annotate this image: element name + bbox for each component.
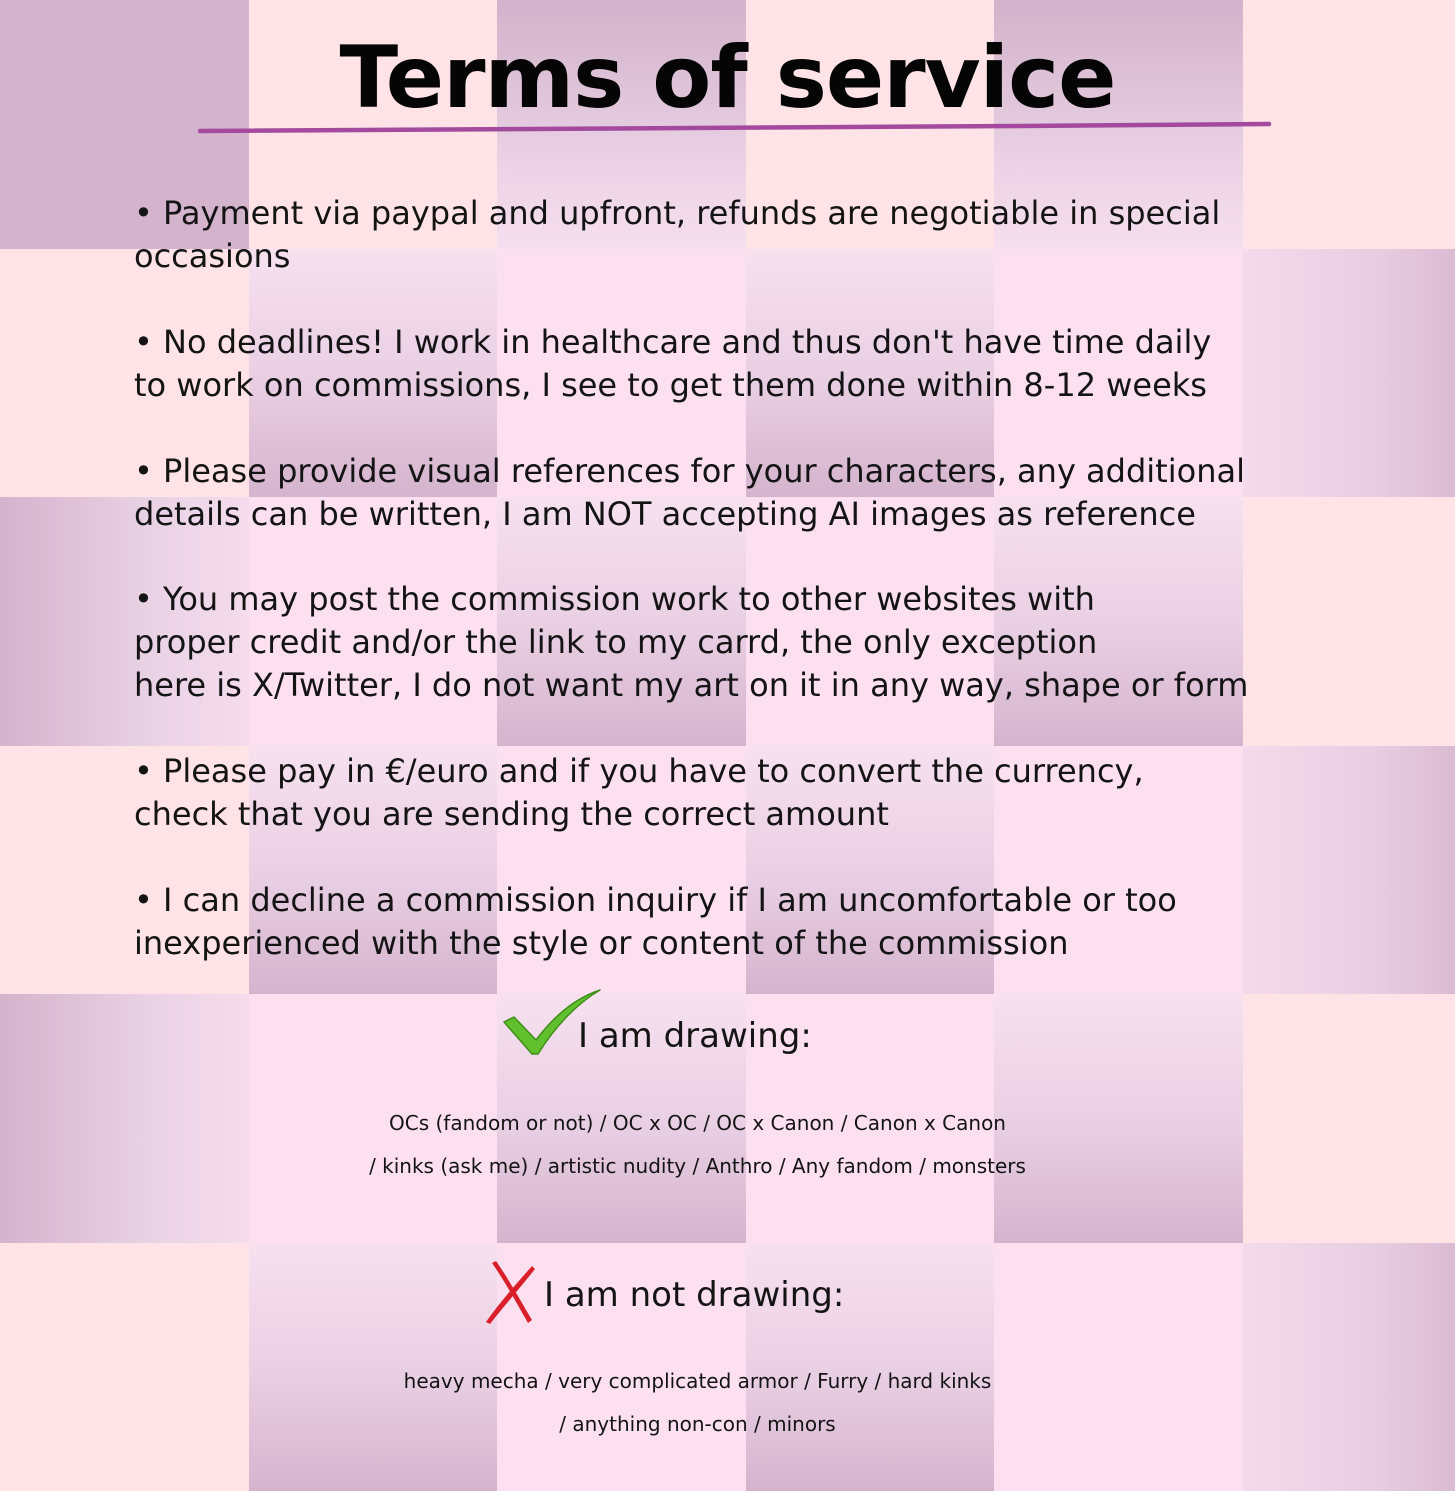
rule-line: • You may post the commission work to other websites with: [134, 578, 1394, 621]
drawing-list: [0, 1102, 1395, 1188]
rule-line: • Payment via paypal and upfront, refunds are negotiable in special: [134, 192, 1394, 235]
rule-line: inexperienced with the style or content of the commission: [134, 922, 1394, 965]
not-drawing-list-line: / anything non-con / minors: [0, 1403, 1395, 1446]
rule-line: • Please pay in €/euro and if you have to convert the currency,: [134, 750, 1394, 793]
not-drawing-list: [0, 1360, 1395, 1446]
drawing-list-line: / kinks (ask me) / artistic nudity / Anthro / Any fandom / monsters: [0, 1145, 1395, 1188]
rule-line: • No deadlines! I work in healthcare and thus don't have time daily: [134, 321, 1394, 364]
rule-line: here is X/Twitter, I do not want my art on it in any way, shape or form: [134, 664, 1394, 707]
rule-line: details can be written, I am NOT accepting AI images as reference: [134, 493, 1394, 536]
page-title: Terms of service: [0, 28, 1455, 128]
rule-line: to work on commissions, I see to get them done within 8-12 weeks: [134, 364, 1394, 407]
rule-references: [134, 450, 1394, 536]
drawing-heading: I am drawing:: [578, 1016, 812, 1056]
rule-line: check that you are sending the correct amount: [134, 793, 1394, 836]
rule-payment: [134, 192, 1394, 278]
rule-posting: [134, 578, 1394, 707]
rule-line: • I can decline a commission inquiry if I am uncomfortable or too: [134, 879, 1394, 922]
rule-line: occasions: [134, 235, 1394, 278]
rule-deadlines: [134, 321, 1394, 407]
title-underline: [198, 120, 1273, 136]
rule-line: proper credit and/or the link to my carrd, the only exception: [134, 621, 1394, 664]
underline-stroke: [200, 124, 1269, 131]
rule-decline: [134, 879, 1394, 965]
not-drawing-heading: I am not drawing:: [544, 1275, 844, 1315]
drawing-list-line: OCs (fandom or not) / OC x OC / OC x Canon / Canon x Canon: [0, 1102, 1395, 1145]
rule-line: • Please provide visual references for your characters, any additional: [134, 450, 1394, 493]
cross-icon: [482, 1260, 536, 1326]
rule-currency: [134, 750, 1394, 836]
not-drawing-list-line: heavy mecha / very complicated armor / Furry / hard kinks: [0, 1360, 1395, 1403]
